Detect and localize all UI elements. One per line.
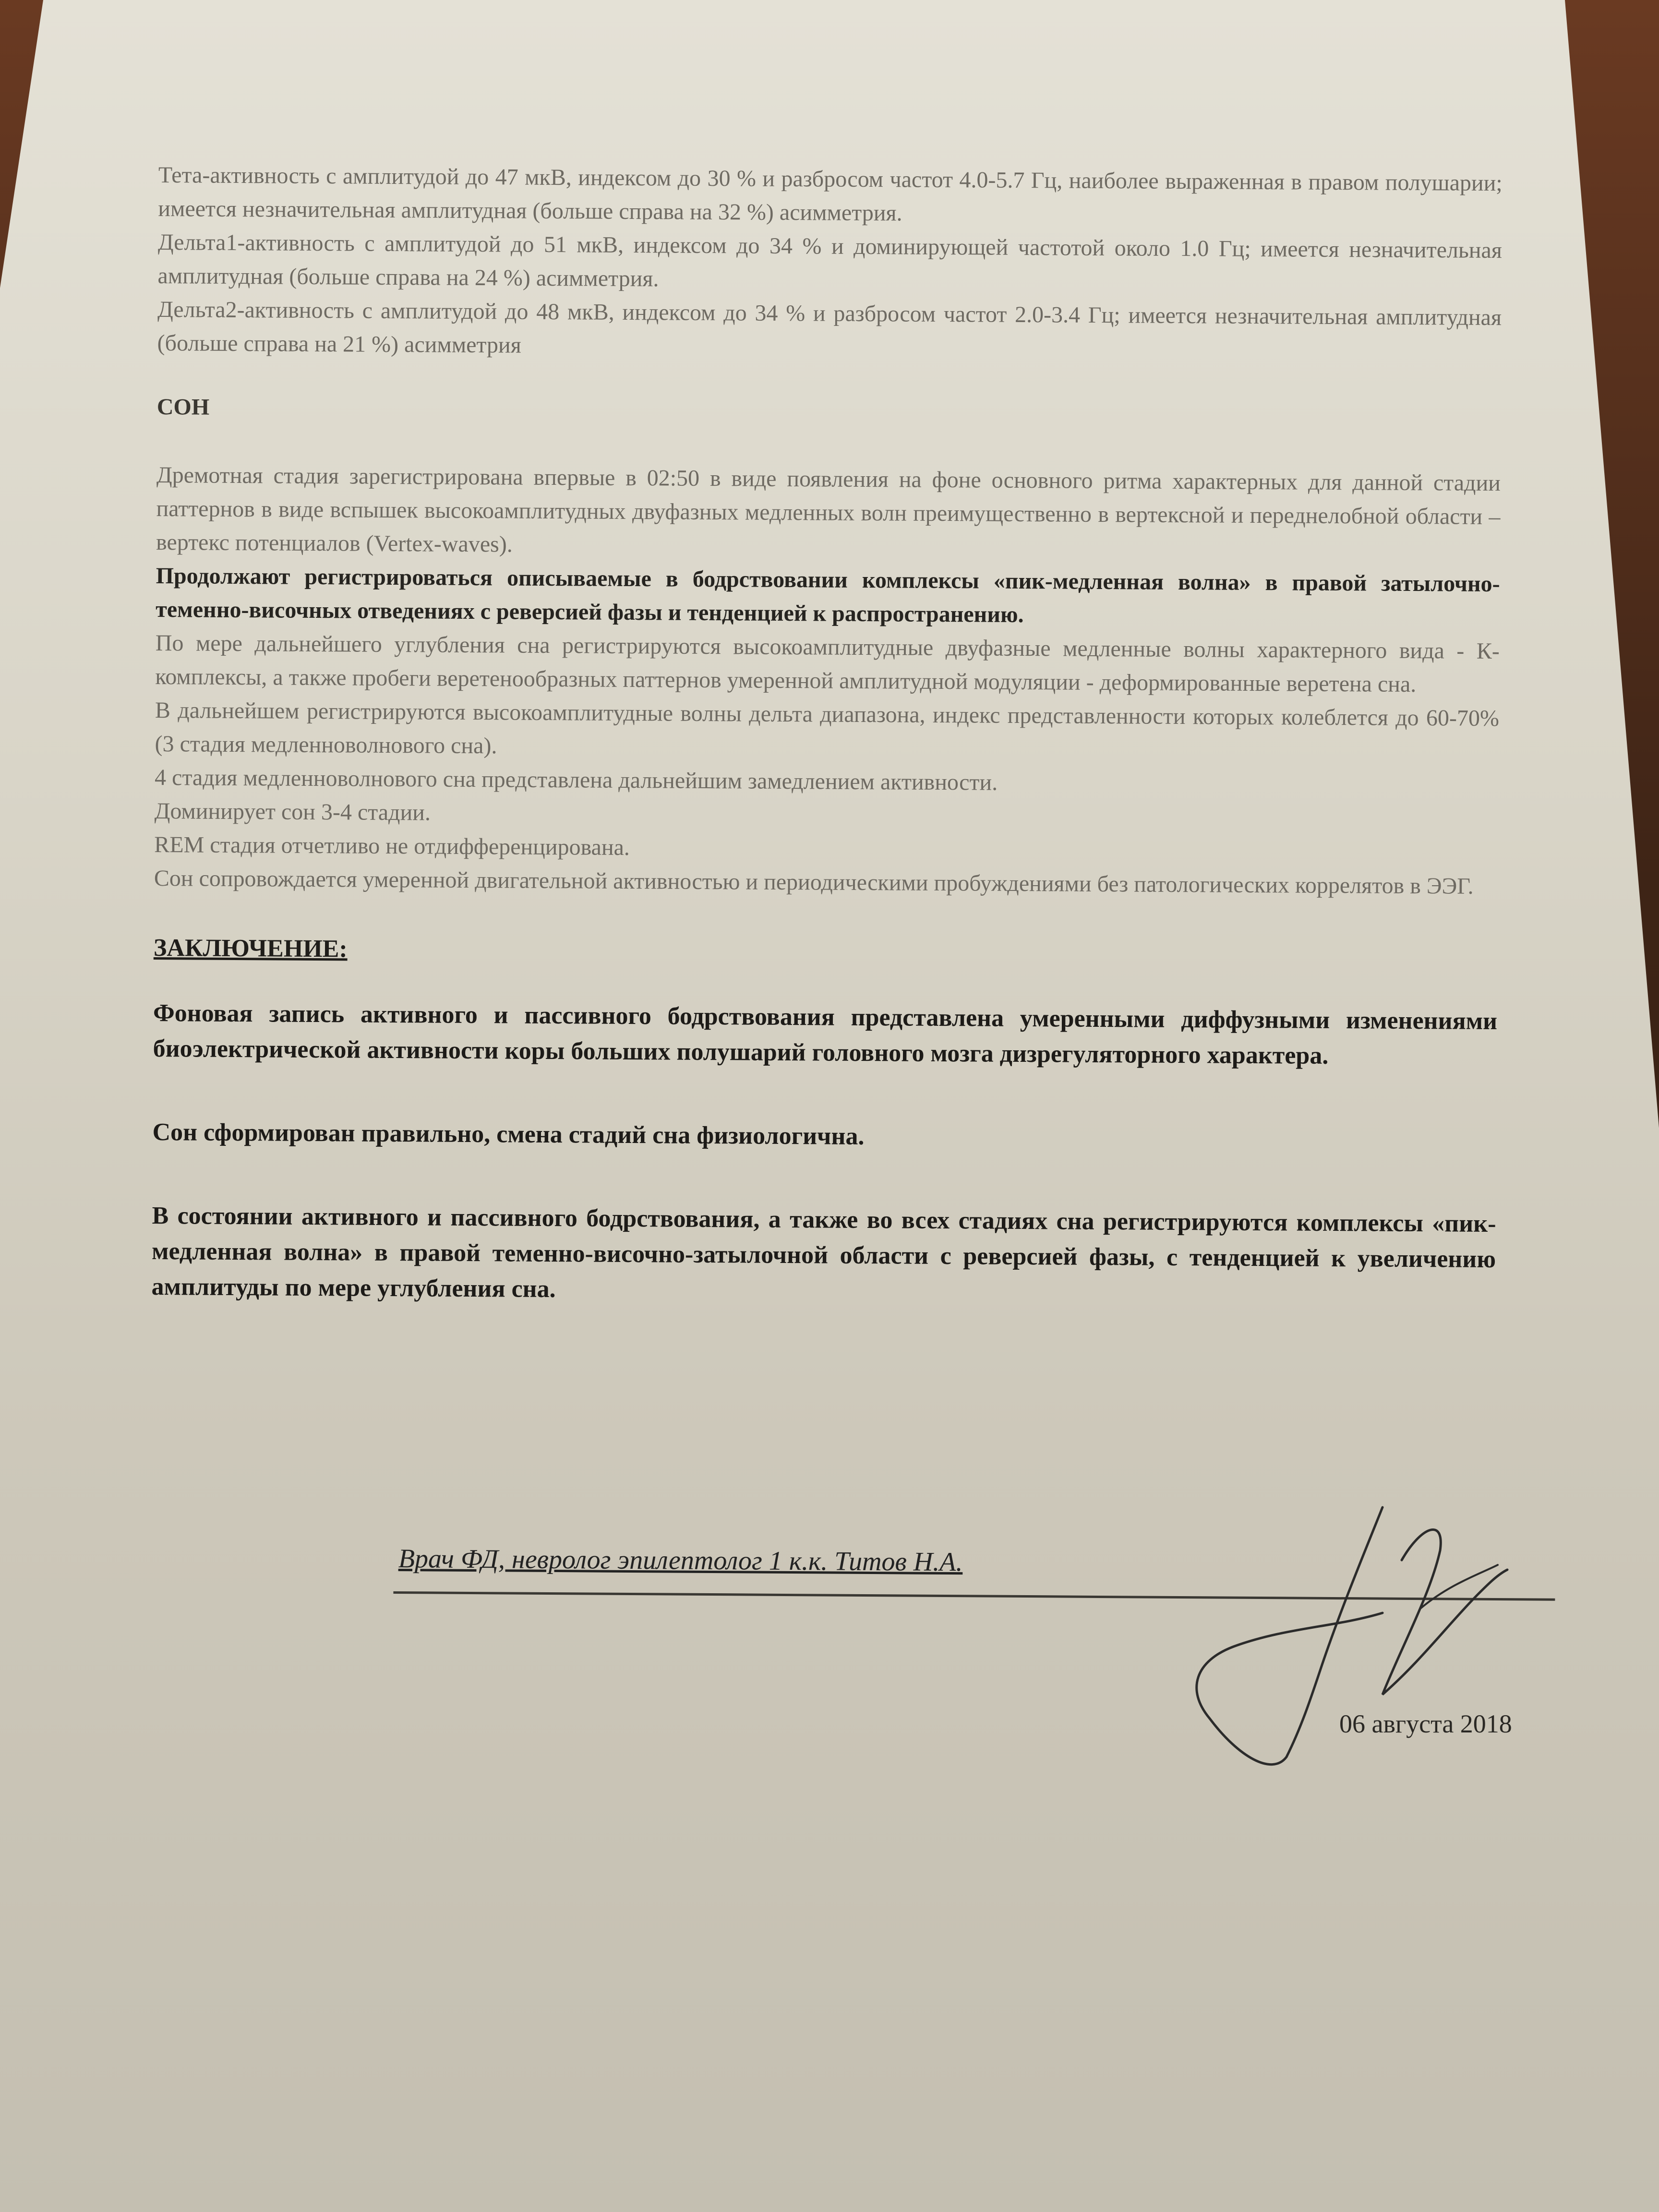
sleep-paragraph: Продолжают регистрироваться описываемые в бодрствовании комплексы «пик-медленная волна» в правой затылочно-теменно-височных отведениях с реверсией фазы и тенденцией к распространению. xyxy=(156,563,1500,628)
sleep-paragraph: Доминирует сон 3-4 стадии. xyxy=(154,798,431,826)
delta1-paragraph: Дельта1-активность с амплитудой до 51 мкВ, индексом до 34 % и доминирующей частотой около 1.0 Гц; имеется незначительная амплитудная (больше справа на 24 %) асимметрия. xyxy=(157,229,1503,292)
conclusion-paragraph: Сон сформирован правильно, смена стадий сна физиологична. xyxy=(152,1118,865,1151)
sleep-paragraph: Сон сопровождается умеренной двигательной активностью и периодическими пробуждениями без патологических коррелятов в ЭЭГ. xyxy=(154,865,1474,899)
conclusion-paragraph: В состоянии активного и пассивного бодрствования, а также во всех стадиях сна регистрируются комплексы «пик-медленная волна» в правой теменно-височно-затылочной области с реверсией фазы, с тенденцией к увеличению амплитуды по мере углубления сна. xyxy=(151,1202,1496,1303)
doctor-signature-label: Врач ФД, невролог эпилептолог 1 к.к. Титов Н.А. xyxy=(398,1544,963,1577)
document-date: 06 августа 2018 xyxy=(1339,1709,1512,1738)
conclusion-heading: ЗАКЛЮЧЕНИЕ: xyxy=(153,934,348,963)
sleep-paragraph: В дальнейшем регистрируются высокоамплитудные волны дельта диапазона, индекс представленности которых колеблется до 60-70% (3 стадия медленноволнового сна). xyxy=(155,697,1500,759)
sleep-paragraph: 4 стадия медленноволнового сна представлена дальнейшим замедлением активности. xyxy=(154,764,998,795)
delta2-paragraph: Дельта2-активность с амплитудой до 48 мкВ, индексом до 34 % и разбросом частот 2.0-3.4 Гц; имеется незначительная амплитудная (больше справа на 21 %) асимметрия xyxy=(157,296,1502,358)
theta-paragraph: Тета-активность с амплитудой до 47 мкВ, индексом до 30 % и разбросом частот 4.0-5.7 Гц, наиболее выраженная в правом полушарии; имеется незначительная амплитудная (больше справа на 32 %) асимметрия. xyxy=(158,162,1503,226)
sleep-paragraph: REM стадия отчетливо не отдифференцирована. xyxy=(154,831,630,861)
sleep-paragraph: По мере дальнейшего углубления сна регистрируются высокоамплитудные двуфазные медленные волны характерного вида - К-комплексы, а также пробеги веретенообразных паттернов умеренной амплитудной модуляции - деформированные веретена сна. xyxy=(155,630,1500,697)
sleep-paragraph: Дремотная стадия зарегистрирована впервые в 02:50 в виде появления на фоне основного ритма характерных для данной стадии паттернов в виде вспышек высокоамплитудных двуфазных медленных волн преимущественно в вертексной и переднелобной области – вертекс потенциалов (Vertex-waves). xyxy=(156,462,1501,557)
sleep-heading: СОН xyxy=(156,394,210,420)
conclusion-paragraph: Фоновая запись активного и пассивного бодрствования представлена умеренными диффузными изменениями биоэлектрической активности коры больших полушарий головного мозга дизрегуляторного характера. xyxy=(153,999,1498,1070)
